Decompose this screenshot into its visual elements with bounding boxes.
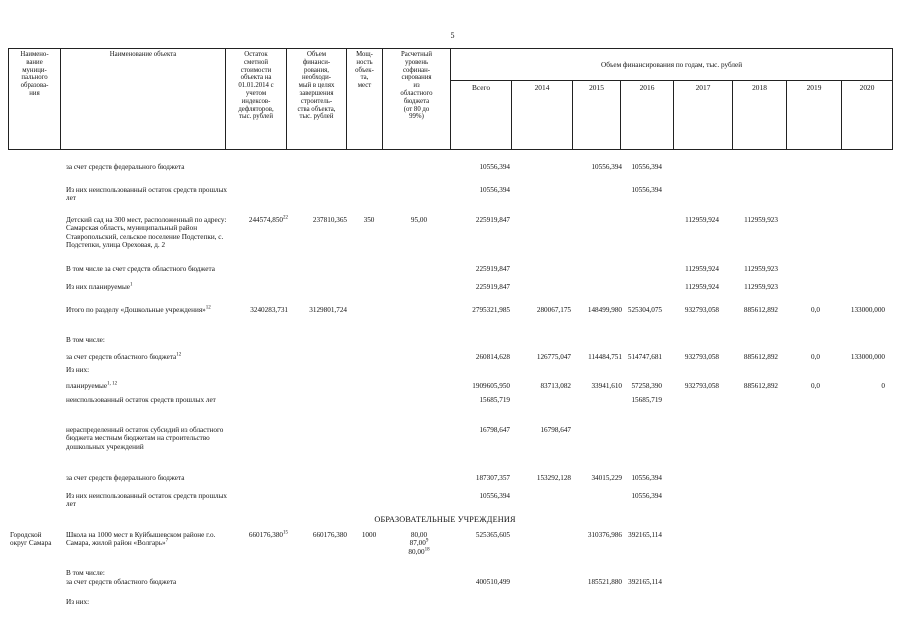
cell-text: 225919,847	[475, 265, 510, 273]
header-year-2019: 2019	[787, 81, 842, 150]
row-14-name	[66, 531, 231, 548]
cell-text: Детский сад на 300 мест, расположенный по адресу: Самарская область, муниципальный район Ставропольский, сельское поселение Подстепки, с. Подстепки, улица Ореховая, д. 2	[66, 216, 227, 249]
row-14-y2015	[566, 531, 622, 539]
header-years-title: Объем финансирования по годам, тыс. рублей	[451, 49, 893, 81]
cell-text: 133000,000	[850, 306, 885, 314]
cell-text: 16798,647	[540, 426, 571, 434]
cell-text: 1000	[361, 531, 377, 539]
footnote-mark: 9	[425, 538, 429, 544]
cell-text: Итого по разделу «Дошкольные учреждения»	[66, 306, 206, 314]
header-year-2015: 2015	[573, 81, 621, 150]
header-volume: Объем финанси- рования, необходи- мый в целях завершения строитель- ства объекта, тыс. рублей	[287, 49, 347, 150]
cell-text: 148499,980	[587, 306, 622, 314]
cell-text: нераспределенный остаток субсидий из областного бюджета местным бюджетам на строительство дошкольных учреждений	[66, 426, 224, 451]
cell-text: В том числе за счет средств областного бюджета	[66, 265, 215, 273]
row-2-volume	[292, 216, 347, 224]
cell-text: 0,0	[811, 382, 820, 390]
page-number: 5	[450, 31, 455, 40]
row-2-capacity	[355, 216, 383, 224]
row-7-y2016	[616, 353, 662, 361]
row-3-y2017	[669, 265, 719, 273]
section-title: ОБРАЗОВАТЕЛЬНЫЕ УЧРЕЖДЕНИЯ	[374, 515, 516, 524]
footnote-mark: 18	[424, 547, 430, 553]
row-7-name	[66, 353, 231, 361]
header-balance: Остаток сметной стоимости объекта на 01.01.2014 с учетом индексов- дефляторов, тыс. рублей	[226, 49, 287, 150]
cell-text: 80,00	[408, 547, 425, 556]
cell-text: 87,00	[409, 539, 426, 548]
row-11-total	[452, 426, 510, 434]
row-2-y2018	[722, 216, 778, 224]
cell-text: 237810,365	[312, 216, 347, 224]
row-9-y2018	[722, 382, 778, 390]
footnote-mark: 22	[283, 215, 288, 221]
cell-text: 112959,924	[685, 283, 719, 291]
cell-text: 1909605,950	[472, 382, 510, 390]
row-1-name	[66, 186, 231, 203]
row-1-total	[452, 186, 510, 194]
row-9-total	[452, 382, 510, 390]
row-5-y2017	[669, 306, 719, 314]
row-5-volume	[292, 306, 347, 314]
cell-text: 185521,880	[587, 578, 622, 586]
row-10-name	[66, 396, 231, 404]
row-12-y2015	[566, 474, 622, 482]
cell-text: 112959,923	[744, 265, 778, 273]
cell-text: 10556,394	[631, 474, 662, 482]
header-municipality: Наимено- вание муници- пального образова- ния	[9, 49, 61, 150]
cell-text: 112959,923	[744, 283, 778, 291]
cell-text: 83713,082	[540, 382, 571, 390]
cell-text: 187307,357	[475, 474, 510, 482]
row-14-balance	[232, 531, 288, 539]
row-5-y2015	[566, 306, 622, 314]
row-1-y2016	[616, 186, 662, 194]
row-0-y2016	[616, 163, 662, 171]
header-year-total: Всего	[451, 81, 512, 150]
cell-text: 15685,719	[631, 396, 662, 404]
cell-text: 660176,380	[248, 531, 283, 539]
row-12-total	[452, 474, 510, 482]
cell-text: 392165,114	[628, 531, 662, 539]
cell-text: 10556,394	[631, 492, 662, 500]
row-3-name	[66, 265, 231, 273]
cell-text: 112959,924	[685, 216, 719, 224]
row-10-total	[452, 396, 510, 404]
row-2-y2017	[669, 216, 719, 224]
header-year-2016: 2016	[621, 81, 674, 150]
row-10-y2016	[616, 396, 662, 404]
row-7-y2017	[669, 353, 719, 361]
row-5-y2016	[616, 306, 662, 314]
cell-text: Из них:	[66, 366, 90, 374]
cell-text: Из них планируемые	[66, 283, 130, 291]
row-7-y2018	[722, 353, 778, 361]
row-11-y2014	[513, 426, 571, 434]
row-4-name	[66, 283, 231, 291]
cell-text: Из них:	[66, 598, 90, 606]
row-17-name	[66, 598, 231, 606]
cell-text: 133000,000	[850, 353, 885, 361]
row-14-y2016	[616, 531, 662, 539]
cell-text: 15685,719	[479, 396, 510, 404]
cell-text: 260814,628	[475, 353, 510, 361]
cell-text: 932793,058	[684, 306, 719, 314]
cell-text: 10556,394	[591, 163, 622, 171]
cell-text: 280067,175	[536, 306, 571, 314]
row-2-cofin	[386, 216, 452, 224]
header-year-2020: 2020	[842, 81, 893, 150]
cell-text: 0,0	[811, 306, 820, 314]
row-2-balance	[232, 216, 288, 224]
row-3-y2018	[722, 265, 778, 273]
cell-text: 2795321,985	[472, 306, 510, 314]
header-capacity: Мощ- ность объек- та, мест	[347, 49, 383, 150]
cell-text: за счет средств федерального бюджета	[66, 474, 185, 482]
header-year-2018: 2018	[733, 81, 787, 150]
row-11-name	[66, 426, 231, 451]
row-5-y2020	[838, 306, 885, 314]
row-0-total	[452, 163, 510, 171]
row-9-y2019	[792, 382, 820, 390]
cell-text: 112959,923	[744, 216, 778, 224]
row-14-capacity	[355, 531, 383, 539]
footnote-mark: 1, 12	[107, 381, 118, 387]
cell-text: 932793,058	[684, 382, 719, 390]
row-9-y2017	[669, 382, 719, 390]
row-16-y2016	[616, 578, 662, 586]
row-12-y2014	[513, 474, 571, 482]
cell-text: В том числе:	[66, 336, 105, 344]
row-5-y2018	[722, 306, 778, 314]
row-5-total	[452, 306, 510, 314]
row-9-y2016	[616, 382, 662, 390]
cell-text: 225919,847	[475, 216, 510, 224]
cell-text: 80,00	[410, 531, 428, 539]
row-4-total	[452, 283, 510, 291]
row-13-y2016	[616, 492, 662, 500]
row-14-municipality	[10, 531, 58, 548]
cell-text: 95,00	[410, 216, 428, 224]
cell-text: Городской округ Самара	[10, 531, 52, 548]
cell-text: 10556,394	[479, 186, 510, 194]
cell-text: 885612,892	[743, 306, 778, 314]
cell-text: 0,0	[811, 353, 820, 361]
cell-text: Из них неиспользованный остаток средств прошлых лет	[66, 492, 227, 509]
row-7-total	[452, 353, 510, 361]
row-5-name	[66, 306, 231, 314]
cell-text: за счет средств областного бюджета	[66, 578, 177, 586]
cell-text: за счет средств федерального бюджета	[66, 163, 185, 171]
cell-text: 525304,075	[627, 306, 662, 314]
cell-text: 660176,380	[312, 531, 347, 539]
cell-text: 57258,390	[631, 382, 662, 390]
row-7-y2019	[792, 353, 820, 361]
row-0-name	[66, 163, 231, 171]
row-6-name	[66, 336, 231, 344]
cell-text: 392165,114	[628, 578, 662, 586]
row-12-y2016	[616, 474, 662, 482]
row-4-y2018	[722, 283, 778, 291]
cell-text: 153292,128	[536, 474, 571, 482]
header-year-2014: 2014	[512, 81, 573, 150]
row-2-total	[452, 216, 510, 224]
row-16-y2015	[566, 578, 622, 586]
row-9-y2020	[838, 382, 885, 390]
cell-text: неиспользованный остаток средств прошлых лет	[66, 396, 216, 404]
row-2-name	[66, 216, 231, 249]
cell-text: В том числе:	[66, 569, 105, 577]
row-16-name	[66, 578, 231, 586]
cell-text: 10556,394	[631, 163, 662, 171]
cell-text: 932793,058	[684, 353, 719, 361]
cell-text: 885612,892	[743, 382, 778, 390]
row-9-y2015	[566, 382, 622, 390]
row-9-name	[66, 382, 231, 390]
header-year-2017: 2017	[674, 81, 733, 150]
row-7-y2015	[566, 353, 622, 361]
cell-text: 310376,986	[587, 531, 622, 539]
cell-text: 244574,850	[248, 216, 283, 224]
footnote-mark: 12	[176, 352, 182, 358]
cell-text: за счет средств областного бюджета	[66, 353, 177, 361]
cell-text: 112959,924	[685, 265, 719, 273]
row-8-name	[66, 366, 231, 374]
row-14-volume	[292, 531, 347, 539]
cell-text: 0	[881, 382, 885, 390]
cell-text: Школа на 1000 мест в Куйбышевском районе г.о. Самара, жилой район «Волгарь»	[66, 531, 216, 548]
row-5-balance	[232, 306, 288, 314]
cell-text: 34015,229	[591, 474, 622, 482]
row-12-name	[66, 474, 231, 482]
row-9-y2014	[513, 382, 571, 390]
footnote-mark: 15	[283, 530, 288, 536]
cell-text: 225919,847	[475, 283, 510, 291]
row-14-total	[452, 531, 510, 539]
footnote-mark: 7	[165, 538, 169, 544]
row-7-y2020	[838, 353, 885, 361]
cell-text: 514747,681	[627, 353, 662, 361]
footnote-mark: 12	[205, 305, 211, 311]
row-5-y2014	[513, 306, 571, 314]
row-13-name	[66, 492, 231, 509]
row-4-y2017	[669, 283, 719, 291]
cell-text: 10556,394	[479, 492, 510, 500]
cell-text: 16798,647	[479, 426, 510, 434]
row-13-total	[452, 492, 510, 500]
cell-text: 10556,394	[631, 186, 662, 194]
cell-text: 3240283,731	[250, 306, 288, 314]
row-7-y2014	[513, 353, 571, 361]
cell-text: Из них неиспользованный остаток средств прошлых лет	[66, 186, 227, 203]
row-14-cofin	[386, 531, 452, 556]
cell-text: планируемые	[66, 382, 108, 390]
table-header	[8, 48, 893, 150]
cell-text: 350	[363, 216, 375, 224]
row-3-total	[452, 265, 510, 273]
cell-text: 525365,605	[475, 531, 510, 539]
cell-text: 400510,499	[475, 578, 510, 586]
cell-text: 3129801,724	[309, 306, 347, 314]
row-16-total	[452, 578, 510, 586]
cell-text: 10556,394	[479, 163, 510, 171]
header-cofinancing: Расчетный уровень софинан- сирования из областного бюджета (от 80 до 99%)	[383, 49, 451, 150]
cell-text: 126775,047	[536, 353, 571, 361]
header-object: Наименование объекта	[61, 49, 226, 150]
cell-text: 114484,751	[588, 353, 622, 361]
row-15-name	[66, 569, 231, 577]
row-0-y2015	[566, 163, 622, 171]
footnote-mark: 1	[129, 282, 133, 288]
row-5-y2019	[792, 306, 820, 314]
cell-text: 885612,892	[743, 353, 778, 361]
cell-text: 33941,610	[591, 382, 622, 390]
